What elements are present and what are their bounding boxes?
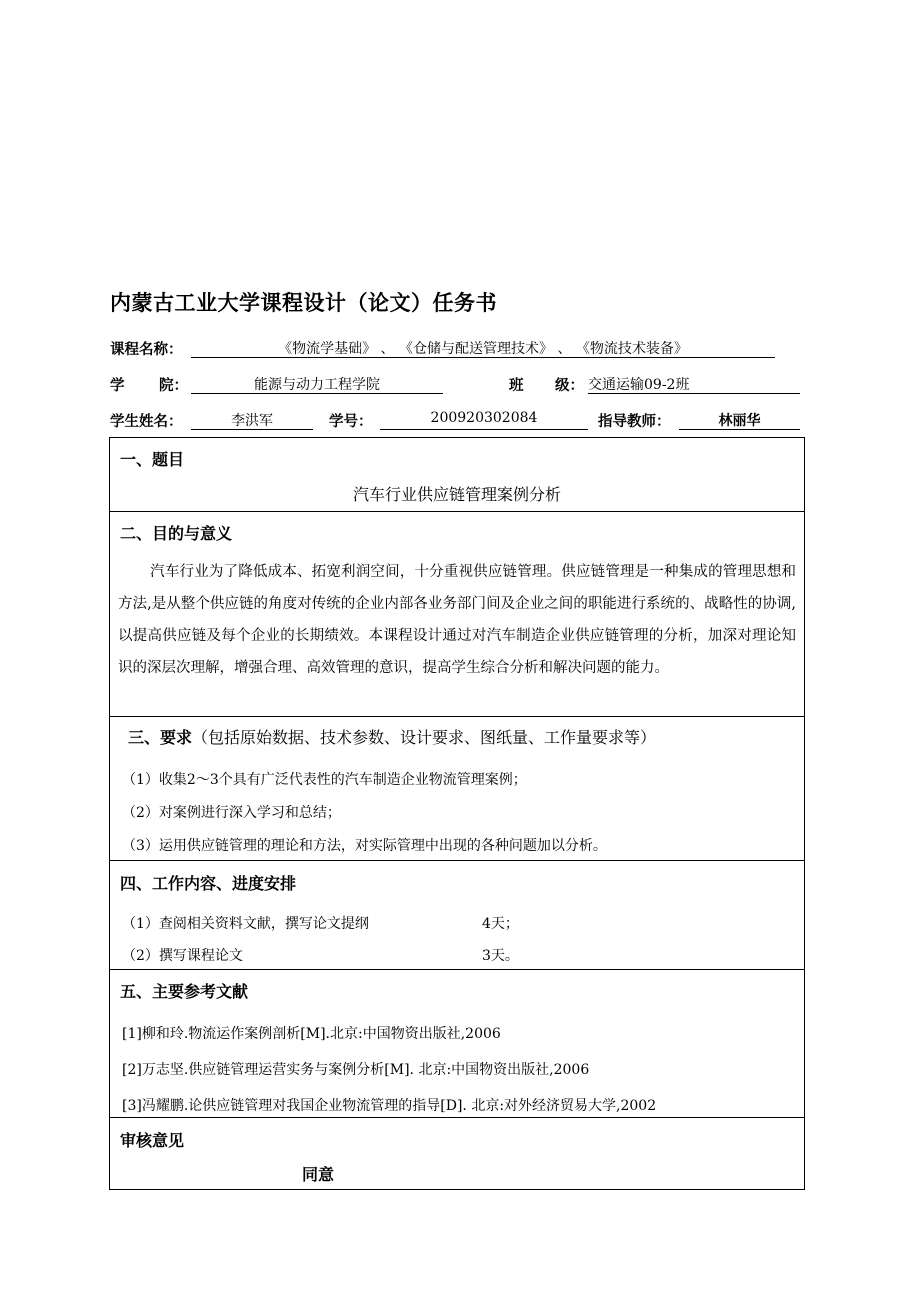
- requirements-heading-main: 三、要求: [128, 728, 193, 747]
- course-label: 课程名称：: [110, 342, 183, 358]
- college-row: [110, 374, 802, 396]
- class-label-1: 班: [509, 378, 524, 394]
- topic-content: 汽车行业供应链管理案例分析: [352, 485, 561, 504]
- requirements-heading: [128, 725, 656, 748]
- schedule-task: （1）查阅相关资料文献，撰写论文提纲: [122, 916, 369, 932]
- references-heading: 五、主要参考文献: [120, 982, 249, 1001]
- review-heading: 审核意见: [120, 1131, 185, 1150]
- requirement-item: （2）对案例进行深入学习和总结；: [122, 805, 341, 821]
- topic-heading: 一、题目: [120, 450, 185, 469]
- schedule-section: [110, 861, 804, 970]
- review-section: [110, 1118, 804, 1189]
- college-label-2: 院：: [159, 378, 188, 394]
- purpose-heading: 二、目的与意义: [120, 524, 233, 543]
- college-value: 能源与动力工程学院: [191, 374, 443, 394]
- references-section: [110, 970, 804, 1118]
- student-row: [110, 410, 802, 432]
- purpose-section: [110, 512, 804, 717]
- requirements-section: [110, 717, 804, 861]
- id-label: 学号：: [329, 414, 373, 430]
- purpose-paragraph: [118, 556, 796, 684]
- course-row: [110, 338, 790, 360]
- reference-item: [2]万志坚.供应链管理运营实务与案例分析[M]. 北京:中国物资出版社,2006: [122, 1062, 590, 1078]
- requirements-heading-note: （包括原始数据、技术参数、设计要求、图纸量、工作量要求等）: [192, 728, 657, 747]
- purpose-text: 汽车行业为了降低成本、拓宽利润空间，十分重视供应链管理。供应链管理是一种集成的管理思想和方法,是从整个供应链的角度对传统的企业内部各业务部门间及企业之间的职能进行系统的、战略性的协调,以提高供应链及每个企业的长期绩效。本课程设计通过对汽车制造企业供应链管理的分析，加深对理论知识的深层次理解，增强合理、高效管理的意识，提高学生综合分析和解决问题的能力。: [118, 564, 796, 676]
- schedule-heading: 四、工作内容、进度安排: [120, 874, 297, 893]
- task-form-table: [109, 437, 805, 1190]
- class-label-2: 级：: [555, 378, 584, 394]
- student-value: 李洪军: [191, 410, 313, 430]
- schedule-duration: 4天；: [482, 916, 519, 932]
- course-value: 《物流学基础》 、 《仓储与配送管理技术》 、 《物流技术装备》: [191, 338, 775, 358]
- schedule-duration: 3天。: [482, 948, 519, 964]
- requirement-item: （3）运用供应链管理的理论和方法，对实际管理中出现的各种问题加以分析。: [122, 838, 607, 854]
- topic-section: [110, 438, 804, 512]
- student-label: 学生姓名：: [110, 414, 183, 430]
- class-value: 交通运输09-2班: [588, 374, 800, 394]
- id-value: 200920302084: [380, 410, 588, 430]
- review-content: 同意: [302, 1165, 335, 1184]
- college-label-1: 学: [110, 378, 125, 394]
- document-title: 内蒙古工业大学课程设计（论文）任务书: [110, 290, 497, 315]
- reference-item: [1]柳和玲.物流运作案例剖析[M].北京:中国物资出版社,2006: [122, 1026, 501, 1042]
- teacher-label: 指导教师：: [598, 414, 671, 430]
- schedule-task: （2）撰写课程论文: [122, 948, 243, 964]
- requirement-item: （1）收集2～3个具有广泛代表性的汽车制造企业物流管理案例；: [122, 772, 527, 788]
- teacher-value: 林丽华: [679, 410, 800, 430]
- reference-item: [3]冯耀鹏.论供应链管理对我国企业物流管理的指导[D]. 北京:对外经济贸易大学,2002: [122, 1098, 657, 1114]
